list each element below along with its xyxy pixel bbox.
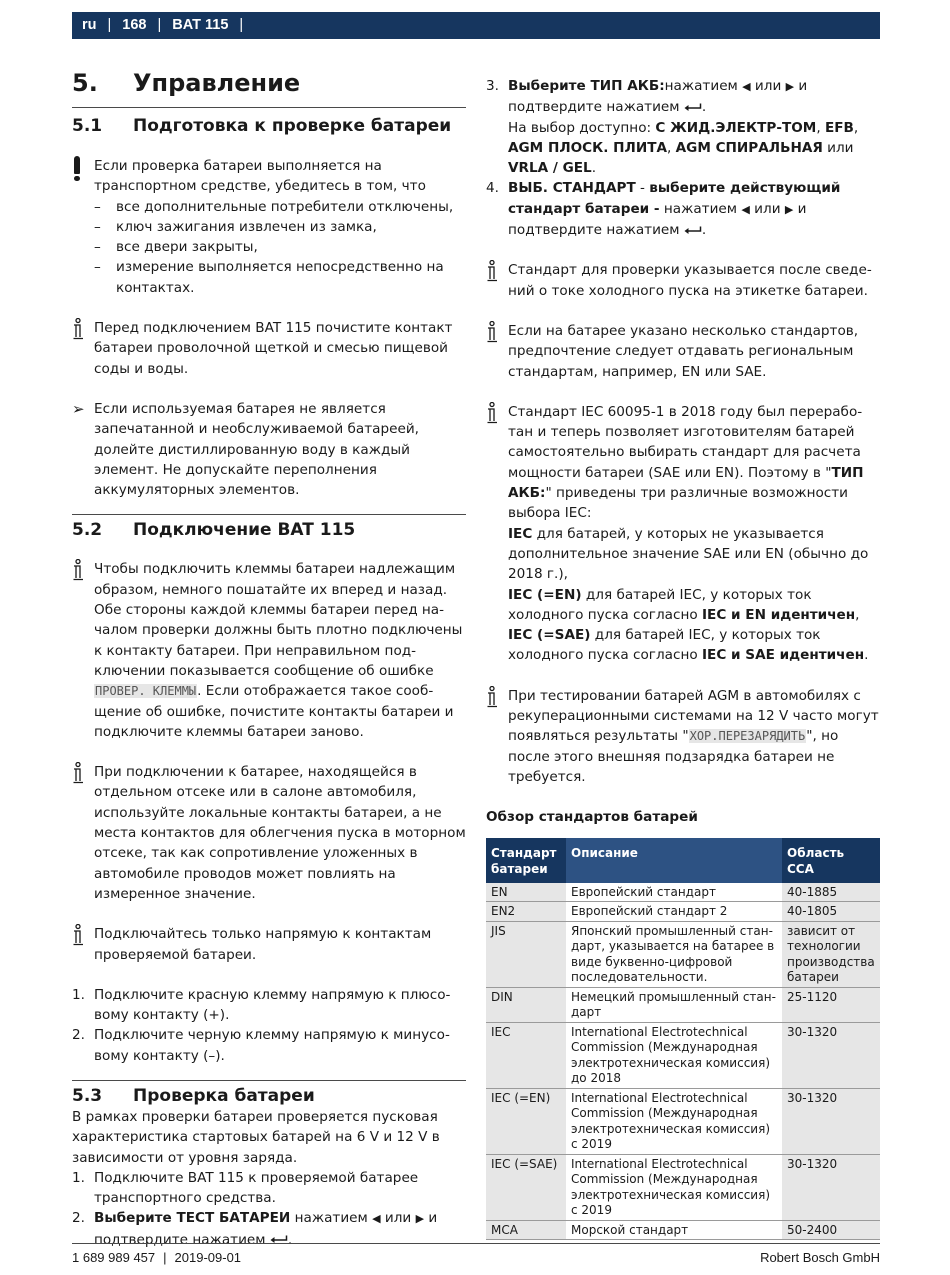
page-header [72, 12, 880, 39]
table-title: Обзор стандартов батарей [486, 809, 698, 826]
table-row [486, 902, 880, 922]
section-heading-5-2 [72, 514, 466, 541]
table-cell: International Electrotechnical Commission (Международная электротехническая комиссия) с 2019 [566, 1088, 782, 1154]
table-cell: EN [486, 883, 566, 902]
step-text: Подключите BAT 115 к проверяемой батарее транспортного средства. [94, 1169, 419, 1207]
table-cell: Японский промышленный стандарт, указывается на батарее в виде буквенно-цифровой последовательности. [566, 921, 782, 987]
table-cell: 50-2400 [782, 1220, 880, 1240]
list-item: – ключ зажигания извлечен из замка, [94, 217, 466, 237]
table-cell: 40-1805 [782, 902, 880, 922]
table-row [486, 1220, 880, 1240]
note-agm [486, 686, 880, 787]
list-item: – все двери закрыты, [94, 237, 466, 257]
display-message: ХОР.ПЕРЕЗАРЯДИТЬ [689, 729, 806, 744]
column-header: Стандарт батареи [486, 838, 566, 883]
list-item [72, 1025, 466, 1066]
table-cell: International Electrotechnical Commission (Международная электротехническая комиссия) до 2018 [566, 1022, 782, 1088]
info-icon [486, 321, 506, 343]
note-text-part: При тестировании батарей AGM в автомобилях с рекуперационными системами на 12 V часто могут появляться результаты " [508, 687, 879, 745]
section-number: 5.2 [72, 520, 103, 541]
note-text-part: для батарей IEC, у которых ток холодного пуска согласно [508, 627, 821, 664]
info-icon [72, 762, 92, 784]
battery-type: AGM ПЛОСК. ПЛИТА [508, 139, 667, 156]
table-cell: IEC (=SAE) [486, 1154, 566, 1220]
chapter-number: 5. [72, 69, 98, 97]
note-text [508, 686, 880, 787]
warning-icon [72, 156, 92, 181]
table-cell: JIS [486, 921, 566, 987]
header-separator: | [107, 17, 112, 33]
info-icon [72, 559, 92, 581]
info-icon [72, 318, 92, 340]
column-header: Область CCA [782, 838, 880, 883]
table-header-row [486, 838, 880, 883]
test-steps-left [72, 1168, 466, 1250]
separator: , [816, 119, 825, 136]
list-item: – измерение выполняется непосредственно на контактах. [94, 257, 466, 298]
arrow-right-icon: ▶ [415, 1212, 425, 1226]
test-steps-right [486, 76, 880, 240]
arrow-left-icon: ◀ [741, 202, 750, 216]
header-page-number: 168 [122, 17, 147, 33]
menu-item-name: ВЫБ. СТАНДАРТ [508, 180, 636, 197]
step-text: Подключите черную клемму напрямую к минусовому контакту (–). [94, 1027, 450, 1064]
note-text: Стандарт для проверки указывается после сведений о токе холодного пуска на этикетке батареи. [508, 262, 872, 299]
list-item [486, 178, 880, 240]
table-cell: EN2 [486, 902, 566, 922]
footer-left [72, 1244, 241, 1272]
list-item: – все дополнительные потребители отключены, [94, 197, 466, 217]
warning-list [94, 197, 466, 298]
note-clean-contacts [72, 318, 466, 379]
note-text-part: ", но после этого внешняя подзарядка батареи не требуется. [508, 728, 839, 785]
note-text-bold: IEC [508, 525, 533, 542]
column-header: Описание [566, 838, 782, 883]
battery-type: С ЖИД.ЭЛЕКТР-ТОМ [655, 119, 817, 136]
arrow-left-icon: ◀ [742, 80, 751, 93]
note-text: Подключайтесь только напрямую к контактам проверяемой батареи. [94, 926, 432, 963]
table-row [486, 1088, 880, 1154]
arrow-right-icon: ▶ [785, 80, 795, 93]
separator: или [822, 139, 854, 156]
step-text: нажатием [664, 78, 743, 94]
section-title: Подготовка к проверке батареи [133, 116, 452, 136]
instruction-text: Если используемая батарея не является запечатанной и необслуживаемой батареей, долейте дистиллированную воду в каждый элемент. Не допускайте переполнения аккумуляторных элементов. [94, 400, 419, 499]
section-number: 5.1 [72, 116, 103, 136]
battery-type: VRLA / GEL [508, 160, 592, 177]
page-footer [72, 1243, 880, 1267]
step-number: 3. [486, 78, 499, 94]
menu-item-name: Выберите ТИП АКБ: [508, 78, 665, 94]
info-icon [486, 402, 506, 424]
header-lang: ru [82, 17, 97, 33]
step-number: 1. [72, 986, 85, 1003]
battery-type: EFB [824, 119, 854, 136]
step-number: 4. [486, 180, 499, 197]
note-text-bold: IEC (=EN) [508, 586, 582, 603]
standards-table [486, 838, 880, 1241]
separator: . [591, 160, 597, 177]
separator: , [666, 139, 676, 156]
section-title: Проверка батареи [133, 1085, 315, 1106]
table-cell: MCA [486, 1220, 566, 1240]
note-text [94, 559, 466, 742]
connect-steps [72, 985, 466, 1066]
test-intro: В рамках проверки батареи проверяется пусковая характеристика стартовых батарей на 6 V и 12 V в зависимости от уровня заряда. [72, 1108, 440, 1166]
table-cell: Морской стандарт [566, 1220, 782, 1240]
battery-type: AGM СПИРАЛЬНАЯ [675, 139, 823, 156]
step-text: На выбор доступно: [508, 119, 656, 136]
step-text: или [749, 200, 785, 217]
table-cell: International Electrotechnical Commission (Международная электротехническая комиссия) с 2019 [566, 1154, 782, 1220]
step-number: 2. [72, 1027, 85, 1044]
step-text: . [701, 99, 707, 116]
document-date: 2019-09-01 [174, 1250, 242, 1265]
step-number: 2. [72, 1210, 85, 1227]
header-separator: | [157, 17, 162, 33]
note-text-bold: IEC (=SAE) [508, 627, 591, 644]
table-cell: Европейский стандарт [566, 883, 782, 902]
table-cell: зависит от технологии производства батареи [782, 921, 880, 987]
table-cell: 30-1320 [782, 1088, 880, 1154]
step-text: . [701, 222, 707, 239]
note-text: При подключении к батарее, находящейся в отдельном отсеке или в салоне автомобиля, используйте локальные контакты батареи, а не места контактов для облегчения пуска в моторном отсеке, так как сопротивление уложенных в автомобиле проводов может повлиять на измеренное значение. [94, 764, 466, 902]
step-text: или [380, 1210, 416, 1227]
note-multiple-standards [486, 321, 880, 382]
left-column [72, 68, 466, 1250]
list-item [72, 1168, 466, 1209]
info-icon [486, 686, 506, 708]
arrow-right-icon: ▶ [784, 202, 794, 216]
info-icon [72, 924, 92, 946]
note-text [508, 402, 880, 666]
arrow-left-icon: ◀ [372, 1212, 381, 1226]
step-text: . [287, 1231, 293, 1248]
chapter-title: Управление [133, 69, 301, 97]
company-name: Robert Bosch GmbH [760, 1250, 880, 1265]
warning-block [72, 156, 466, 298]
step-text: или [750, 78, 786, 94]
table-cell: 30-1320 [782, 1022, 880, 1088]
step-text: и подтвердите нажатием [508, 200, 807, 239]
note-text-part: . [864, 647, 869, 664]
section-heading-5-3 [72, 1080, 466, 1107]
note-text-part: для батарей, у которых не указывается дополнительное значение SAE или EN (обычно до 2018 г.), [508, 525, 869, 583]
table-cell: IEC [486, 1022, 566, 1088]
note-text-part: " приведены три различные возможности выбора IEC: [508, 485, 848, 522]
table-row [486, 1022, 880, 1088]
menu-item-name: Выберите ТЕСТ БАТАРЕИ [94, 1210, 291, 1227]
table-cell: IEC (=EN) [486, 1088, 566, 1154]
section-heading-5-1 [72, 115, 466, 137]
enter-key-icon [684, 226, 702, 235]
right-column [486, 76, 880, 1240]
section-title: Подключение BAT 115 [133, 520, 356, 541]
note-separate-compartment [72, 762, 466, 904]
step-text: нажатием [290, 1210, 373, 1227]
note-text-part: для батарей IEC, у которых ток холодного пуска согласно [508, 586, 812, 623]
note-text-bold: IEC и EN идентичен [701, 606, 856, 623]
note-direct-contacts [72, 924, 466, 965]
table-row [486, 1154, 880, 1220]
table-row [486, 987, 880, 1022]
section-number: 5.3 [72, 1085, 103, 1106]
list-item [72, 985, 466, 1026]
note-iec-standard [486, 402, 880, 666]
display-message: ПРОВЕР. КЛЕММЫ [95, 684, 197, 699]
separator: , [853, 119, 859, 136]
separator: - [635, 180, 650, 197]
table-cell: 25-1120 [782, 987, 880, 1022]
note-text-bold: IEC и SAE идентичен [701, 647, 865, 664]
step-text: и подтвердите нажатием [508, 78, 808, 116]
table-cell: 30-1320 [782, 1154, 880, 1220]
note-terminals [72, 559, 466, 742]
note-text: Перед подключением BAT 115 почистите контакт батареи проволочной щеткой и смесью пищевой соды и воды. [94, 320, 453, 377]
note-text-part: Стандарт IEC 60095-1 в 2018 году был переработан и теперь позволяет изготовителям батарей самостоятельно выбирать стандарт для расчета мощности батареи (SAE или EN). Поэтому в " [508, 403, 863, 481]
list-item [486, 76, 880, 178]
document-number: 1 689 989 457 [72, 1250, 156, 1265]
note-text: Если на батарее указано несколько стандартов, предпочтение следует отдавать региональным стандартам, например, EN или SAE. [508, 322, 859, 380]
table-row [486, 883, 880, 902]
table-cell: Немецкий промышленный стандарт [566, 987, 782, 1022]
table-cell: 40-1885 [782, 883, 880, 902]
footer-separator: | [163, 1250, 167, 1265]
note-text-bold: ТИП АКБ: [508, 464, 864, 502]
note-text-part: , [855, 606, 860, 623]
chapter-heading [72, 68, 466, 108]
note-standard-label [486, 260, 880, 301]
enter-key-icon [684, 103, 702, 112]
header-separator: | [239, 17, 244, 33]
instruction-water [72, 399, 466, 500]
note-text-part: Чтобы подключить клеммы батареи надлежащим образом, немного пошатайте их вперед и назад. Обе стороны каждой клеммы батареи перед началом проверки должны быть плотно подключены к контакту батареи. При неправильном подключении показывается сообщение об ошибке [94, 561, 463, 679]
warning-intro: Если проверка батареи выполняется на транспортном средстве, убедитесь в том, что [94, 158, 426, 195]
header-product: BAT 115 [172, 17, 229, 33]
step-text: и подтвердите нажатием [94, 1210, 438, 1248]
step-text: Подключите красную клемму напрямую к плюсовому контакту (+). [94, 986, 451, 1024]
table-cell: DIN [486, 987, 566, 1022]
step-number: 1. [72, 1169, 85, 1186]
table-cell: Европейский стандарт 2 [566, 902, 782, 922]
step-text-bold: выберите действующий стандарт батареи - [508, 180, 841, 217]
note-text-part: . Если отображается такое сообщение об ошибке, почистите контакты батареи и подключите клеммы батареи заново. [94, 683, 454, 740]
arrow-right-icon: ➢ [72, 399, 85, 418]
info-icon [486, 260, 506, 282]
step-text: нажатием [659, 200, 742, 217]
table-row [486, 921, 880, 987]
